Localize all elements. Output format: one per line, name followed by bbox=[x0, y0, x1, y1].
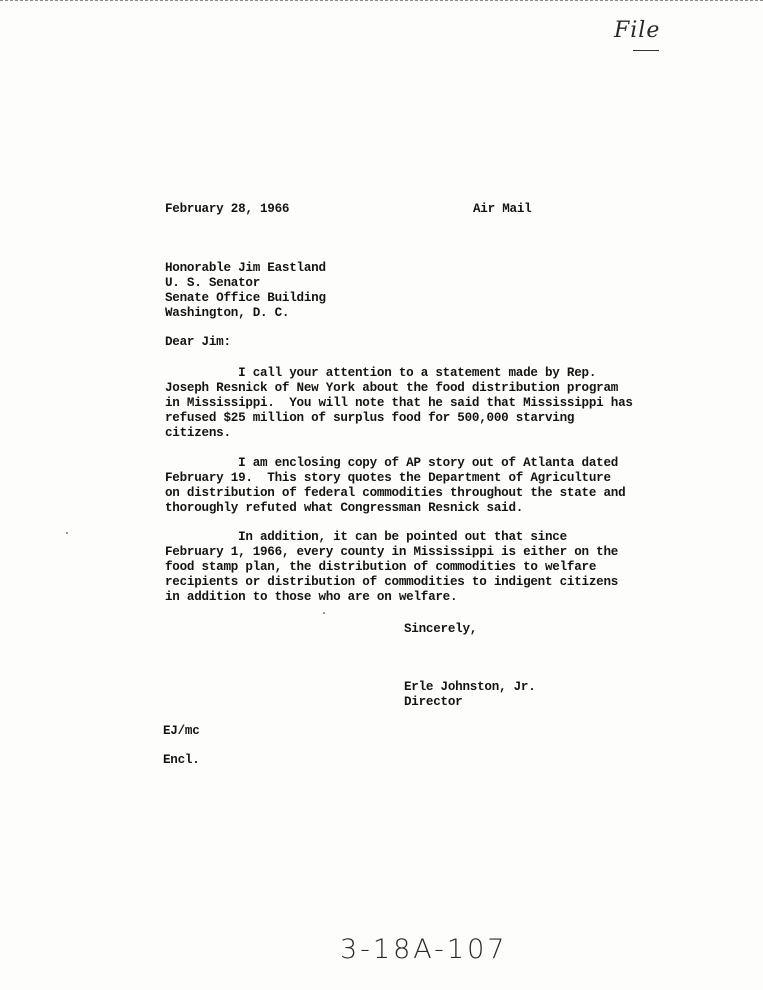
paragraph-line: In addition, it can be pointed out that since bbox=[165, 530, 567, 544]
file-note-underline bbox=[633, 50, 659, 51]
paragraph-line: citizens. bbox=[165, 426, 231, 440]
paragraph-line: food stamp plan, the distribution of commodities to welfare bbox=[165, 560, 597, 574]
paragraph-line: on distribution of federal commodities throughout the state and bbox=[165, 486, 626, 500]
paragraph-line: refused $25 million of surplus food for 500,000 starving bbox=[165, 411, 575, 425]
page-top-border bbox=[0, 0, 763, 1]
letter-date: February 28, 1966 bbox=[165, 202, 290, 216]
signer-name: Erle Johnston, Jr. bbox=[404, 680, 536, 694]
handwritten-document-number: 3-18A-107 bbox=[340, 934, 508, 965]
salutation: Dear Jim: bbox=[165, 335, 231, 349]
paragraph-line: in addition to those who are on welfare. bbox=[165, 590, 458, 604]
recipient-line: U. S. Senator bbox=[165, 276, 260, 290]
handwritten-file-note: File bbox=[614, 18, 661, 43]
recipient-line: Senate Office Building bbox=[165, 291, 326, 305]
stray-mark bbox=[66, 532, 68, 534]
paragraph-line: in Mississippi. You will note that he said that Mississippi has bbox=[165, 396, 633, 410]
body-paragraph-1 bbox=[165, 366, 633, 441]
paragraph-line: I am enclosing copy of AP story out of Atlanta dated bbox=[165, 456, 619, 470]
recipient-line: Honorable Jim Eastland bbox=[165, 261, 326, 275]
enclosure-note: Encl. bbox=[163, 753, 200, 767]
paragraph-line: recipients or distribution of commodities to indigent citizens bbox=[165, 575, 619, 589]
paragraph-line: Joseph Resnick of New York about the food distribution program bbox=[165, 381, 619, 395]
recipient-line: Washington, D. C. bbox=[165, 306, 290, 320]
closing: Sincerely, bbox=[404, 622, 478, 636]
paragraph-line: thoroughly refuted what Congressman Resnick said. bbox=[165, 501, 524, 515]
typist-initials: EJ/mc bbox=[163, 724, 200, 738]
body-paragraph-2 bbox=[165, 456, 625, 516]
recipient-address bbox=[165, 261, 326, 321]
signer-title: Director bbox=[404, 695, 463, 709]
body-paragraph-3 bbox=[165, 530, 618, 605]
paragraph-line: February 19. This story quotes the Department of Agriculture bbox=[165, 471, 611, 485]
delivery-method: Air Mail bbox=[473, 202, 532, 216]
paragraph-line: February 1, 1966, every county in Mississippi is either on the bbox=[165, 545, 619, 559]
stray-mark bbox=[323, 612, 325, 614]
paragraph-line: I call your attention to a statement made by Rep. bbox=[165, 366, 597, 380]
